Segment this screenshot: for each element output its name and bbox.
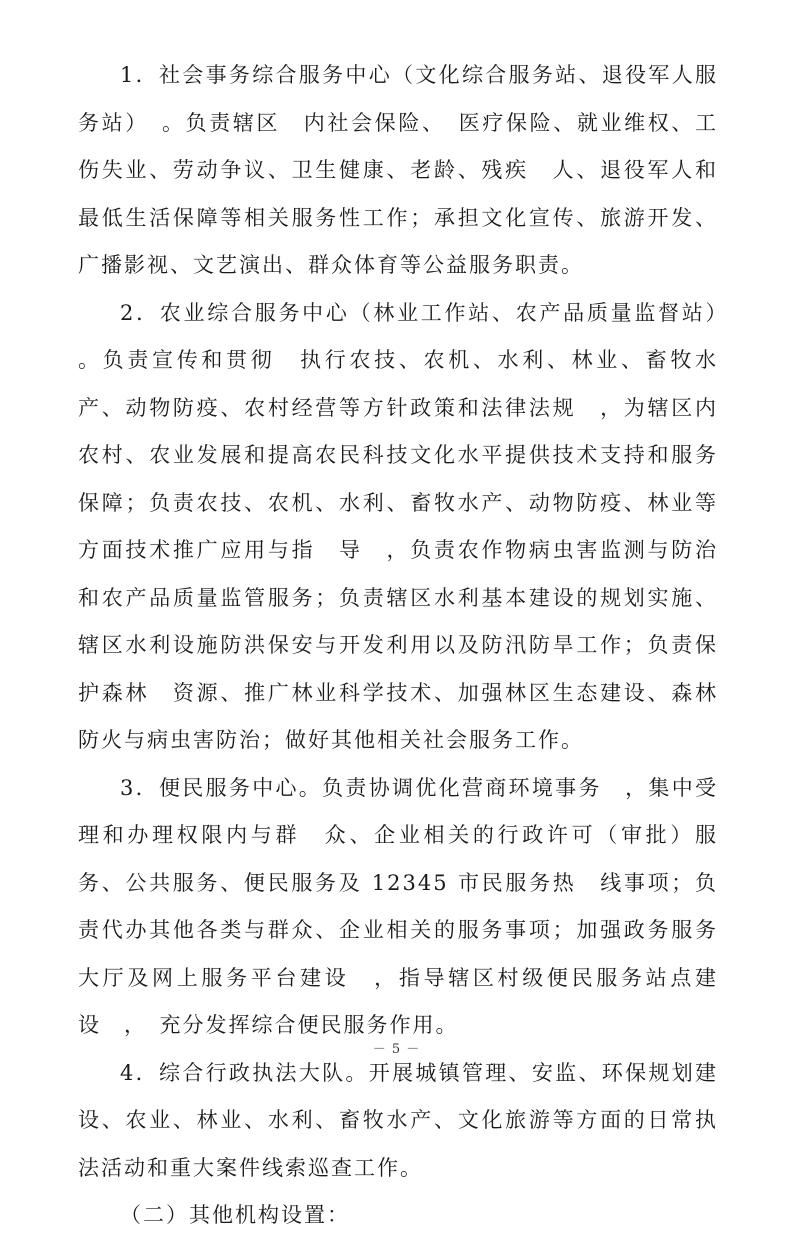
document-body bbox=[78, 52, 741, 1240]
paragraph-agriculture-center: 2．农业综合服务中心（林业工作站、农产品质量监督站） 。负责宣传和贯彻 执行农技、农机、水利、林业、畜牧水产、动物防疫、农村经营等方针政策和法律法规 ，为辖区内农村、农业发展和提高农民科技文化水平提供技术支持和服务保障；负责农技、农机、水利、畜牧水产、动物防疫、林业等方面技术推广应用与指 导 ，负责农作物病虫害监测与防治和农产品质量监管服务；负责辖区水利基本建设的规划实施、辖区水利设施防洪保安与开发利用以及防汛防旱工作；负责保护森林 资源、推广林业科学技术、加强林区生态建设、森林防火与病虫害防治；做好其他相关社会服务工作。 bbox=[78, 300, 741, 752]
paragraph-law-enforcement-team: 4．综合行政执法大队。开展城镇管理、安监、环保规划建设、农业、林业、水利、畜牧水产、文化旅游等方面的日常执法活动和重大案件线索巡查工作。 bbox=[78, 1060, 718, 1180]
paragraph-social-affairs-center: 1．社会事务综合服务中心（文化综合服务站、退役军人服务站） 。负责辖区 内社会保险、 医疗保险、就业维权、工伤失业、劳动争议、卫生健康、老龄、残疾 人、退役军人和最低生活保障等相关服务性工作；承担文化宣传、旅游开发、广播影视、文艺演出、群众体育等公益服务职责。 bbox=[78, 63, 718, 277]
paragraph-convenience-center: 3．便民服务中心。负责协调优化营商环境事务 ，集中受理和办理权限内与群 众、企业相关的行政许可（审批）服务、公共服务、便民服务及 12345 市民服务热 线事项；负责代办其他各类与群众、企业相关的服务事项；加强政务服务大厅及网上服务平台建设 ，指导辖区村级便民服务站点建设 ， 充分发挥综合便民服务作用。 bbox=[78, 775, 718, 1037]
page-number: － 5 － bbox=[372, 1042, 421, 1057]
section-heading-other-institutions: （二）其他机构设置： bbox=[120, 1203, 350, 1227]
